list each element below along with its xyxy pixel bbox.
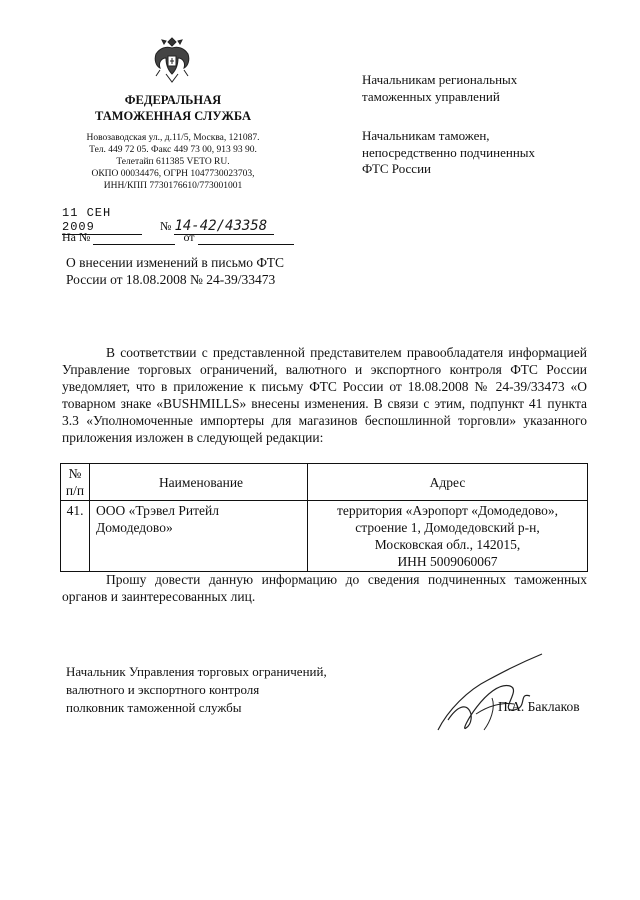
importers-table — [60, 463, 588, 572]
header-address: Адрес — [308, 464, 588, 501]
signer-position: Начальник Управления торговых ограничений, валютного и экспортного контроля полковник таможенной службы — [66, 664, 327, 715]
row-address: территория «Аэропорт «Домодедово», строение 1, Домодедовский р-н, Московская обл., 142015, ИНН 5009060067 — [308, 501, 588, 572]
addressee-regional: Начальникам региональных таможенных управлений — [362, 72, 518, 104]
header-name: Наименование — [90, 464, 308, 501]
table-row — [61, 501, 588, 572]
coat-of-arms-emblem-icon — [150, 36, 194, 86]
closing-request: Прошу довести данную информацию до сведения подчиненных таможенных органов и заинтересованных лиц. — [62, 572, 587, 604]
reference-from-label: от — [183, 230, 195, 244]
row-num: 41. — [61, 501, 90, 572]
addressee-customs: Начальникам таможен, непосредственно подчиненных ФТС России — [362, 128, 536, 176]
header-num: № п/п — [61, 464, 90, 501]
signer-name: П.А. Баклаков — [498, 699, 580, 714]
row-name: ООО «Трэвел Ритейл Домодедово» — [90, 501, 308, 572]
letter-body: В соответствии с представленной представителем правообладателя информацией Управление торговых ограничений, валютного и экспортного контроля ФТС России уведомляет, что в приложение к письму ФТС России от 18.08.2008 № 24-39/33473 «О товарном знаке «BUSHMILLS» внесены изменения. В связи с этим, подпункт 41 пункта 3.3 «Уполномоченные импортеры для магазинов беспошлинной торговли» указанного приложения изложен в следующей редакции: — [62, 345, 587, 445]
table-header-row — [61, 464, 588, 501]
organization-name: ФЕДЕРАЛЬНАЯ ТАМОЖЕННАЯ СЛУЖБА — [95, 93, 251, 123]
reference-number-blank — [93, 232, 175, 245]
letter-subject: О внесении изменений в письмо ФТС России от 18.08.2008 № 24-39/33473 — [66, 255, 285, 287]
outgoing-number: 14-42/43358 — [174, 218, 274, 235]
org-ids: ОКПО 00034476, ОГРН 1047730023703, — [91, 169, 255, 179]
org-address: Новозаводская ул., д.11/5, Москва, 121087. — [86, 133, 260, 143]
organization-contacts — [60, 132, 286, 192]
org-phones: Тел. 449 72 05. Факс 449 73 00, 913 93 90. — [89, 145, 257, 155]
org-inn: ИНН/КПП 7730176610/773001001 — [103, 181, 243, 191]
reference-date-blank — [198, 232, 294, 245]
org-teletype: Телетайп 611385 VETO RU. — [116, 157, 230, 167]
outgoing-date-stamp: 11 СЕН 2009 — [62, 206, 142, 235]
reference-number-label: На № — [62, 230, 91, 244]
incoming-reference — [62, 230, 294, 245]
outgoing-number-label: № — [160, 219, 172, 233]
handwritten-signature — [418, 650, 558, 740]
